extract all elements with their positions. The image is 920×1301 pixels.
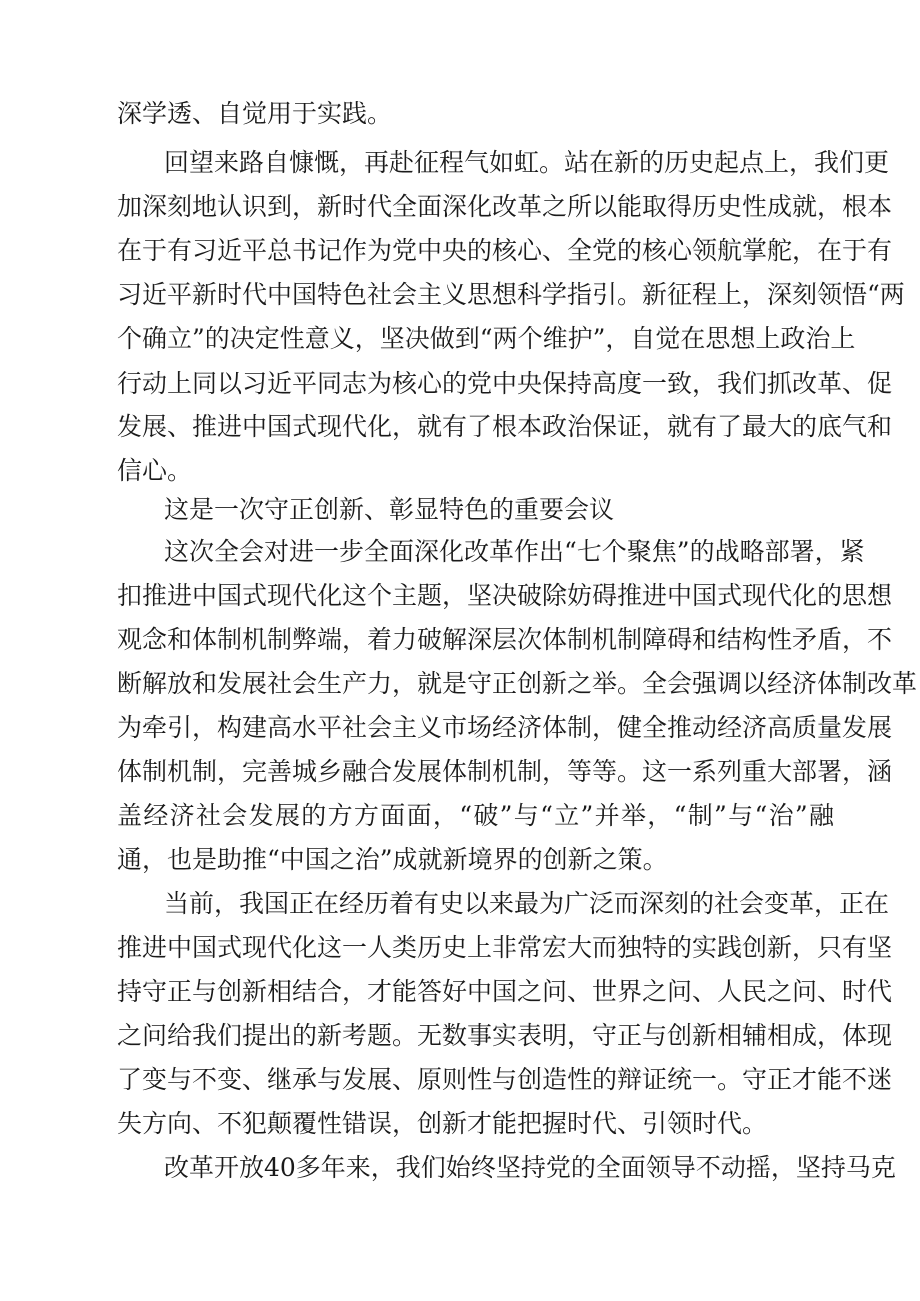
text-line: 通，也是助推“中国之治”成就新境界的创新之策。	[117, 845, 668, 874]
text-line: 个确立”的决定性意义，坚决做到“两个维护”，自觉在思想上政治上	[117, 324, 856, 353]
text-line: 盖经济社会发展的方方面面，“破”与“立”并举，“制”与“治”融	[117, 801, 834, 830]
text-line: 体制机制，完善城乡融合发展体制机制，等等。这一系列重大部署，涵	[117, 757, 893, 786]
text-line: 在于有习近平总书记作为党中央的核心、全党的核心领航掌舵，在于有	[117, 236, 893, 265]
section-heading: 这是一次守正创新、彰显特色的重要会议	[164, 495, 615, 524]
text-line: 发展、推进中国式现代化，就有了根本政治保证，就有了最大的底气和	[117, 412, 893, 441]
text-line: 加深刻地认识到，新时代全面深化改革之所以能取得历史性成就，根本	[117, 192, 893, 221]
text-line: 观念和体制机制弊端，着力破解深层次体制机制障碍和结构性矛盾，不	[117, 625, 893, 654]
text-line: 失方向、不犯颠覆性错误，创新才能把握时代、引领时代。	[117, 1109, 768, 1138]
text-line: 断解放和发展社会生产力，就是守正创新之举。全会强调以经济体制改革	[117, 669, 918, 698]
text-line: 行动上同以习近平同志为核心的党中央保持高度一致，我们抓改革、促	[117, 369, 893, 398]
text-line: 推进中国式现代化这一人类历史上非常宏大而独特的实践创新，只有坚	[117, 933, 893, 962]
text-line: 持守正与创新相结合，才能答好中国之问、世界之问、人民之问、时代	[117, 977, 893, 1006]
text-line: 深学透、自觉用于实践。	[117, 99, 393, 128]
text-line: 为牵引，构建高水平社会主义市场经济体制，健全推动经济高质量发展	[117, 713, 893, 742]
text-line: 了变与不变、继承与发展、原则性与创造性的辩证统一。守正才能不迷	[117, 1065, 893, 1094]
text-line: 信心。	[117, 456, 193, 485]
text-line: 扣推进中国式现代化这个主题，坚决破除妨碍推进中国式现代化的思想	[117, 581, 893, 610]
text-line: 改革开放40多年来，我们始终坚持党的全面领导不动摇，坚持马克	[164, 1153, 896, 1182]
text-line: 这次全会对进一步全面深化改革作出“七个聚焦”的战略部署，紧	[164, 537, 865, 566]
text-line: 当前，我国正在经历着有史以来最为广泛而深刻的社会变革，正在	[164, 889, 890, 918]
text-line: 回望来路自慷慨，再赴征程气如虹。站在新的历史起点上，我们更	[164, 148, 890, 177]
text-line: 习近平新时代中国特色社会主义思想科学指引。新征程上，深刻领悟“两	[117, 280, 905, 309]
text-line: 之问给我们提出的新考题。无数事实表明，守正与创新相辅相成，体现	[117, 1021, 893, 1050]
